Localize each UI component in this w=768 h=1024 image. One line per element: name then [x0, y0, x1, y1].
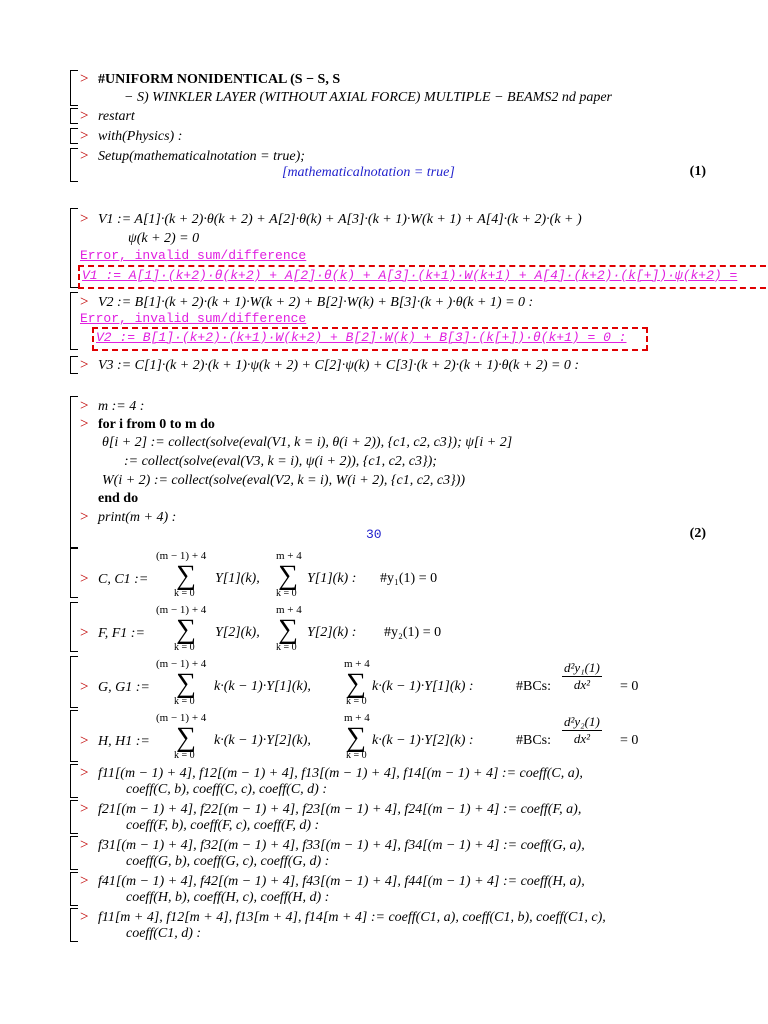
- comment-text: #UNIFORM NONIDENTICAL (S − S, S: [98, 72, 341, 87]
- prompt-marker: >: [80, 733, 89, 749]
- prompt-marker: >: [80, 801, 89, 817]
- execution-group-coeff-5: [70, 908, 768, 942]
- equation-label: (2): [689, 526, 706, 541]
- sum-upper-limit: m + 4: [276, 550, 302, 562]
- command-text: f31[(m − 1) + 4], f32[(m − 1) + 4], f33[(m − 1) + 4], f34[(m − 1) + 4] := coeff(G, a),: [98, 838, 585, 853]
- continuation-line: [124, 89, 612, 107]
- assignment-lhs: H, H1 :=: [98, 734, 150, 749]
- prompt-marker: >: [80, 873, 89, 889]
- prompt-marker: >: [80, 211, 89, 227]
- execution-group-sum-g: [70, 656, 768, 708]
- prompt-marker: >: [80, 71, 89, 87]
- group-bracket[interactable]: [70, 764, 79, 798]
- execution-group-v3: [70, 356, 768, 374]
- fraction-denominator: dx²: [573, 677, 591, 692]
- execution-group-coeff-1: [70, 764, 768, 798]
- fraction-denominator: dx²: [573, 731, 591, 746]
- sum-upper-limit: m + 4: [344, 712, 370, 724]
- input-line[interactable]: [80, 570, 148, 589]
- command-text: f21[(m − 1) + 4], f22[(m − 1) + 4], f23[(m − 1) + 4], f24[(m − 1) + 4] := coeff(F, a),: [98, 802, 582, 817]
- sum-upper-limit: (m − 1) + 4: [156, 658, 207, 670]
- sum-term: Y[2](k) :: [307, 625, 357, 640]
- prompt-marker: >: [80, 357, 89, 373]
- input-line[interactable]: [80, 678, 150, 697]
- input-line[interactable]: [80, 107, 135, 126]
- sum-lower-limit: k = 0: [174, 696, 195, 707]
- sum-upper-limit: m + 4: [276, 604, 302, 616]
- sum-term: Y[1](k),: [215, 571, 260, 586]
- prompt-marker: >: [80, 909, 89, 925]
- sum-term: Y[2](k),: [215, 625, 260, 640]
- command-text: Setup(mathematicalnotation = true);: [98, 149, 305, 164]
- group-bracket[interactable]: [70, 356, 79, 374]
- execution-group-coeff-2: [70, 800, 768, 834]
- execution-group-setup: [70, 148, 768, 182]
- sum-term: Y[1](k) :: [307, 571, 357, 586]
- loop-header: for i from 0 to m do: [98, 417, 215, 432]
- execution-group-coeff-3: [70, 836, 768, 870]
- assignment-lhs: G, G1 :=: [98, 680, 150, 695]
- group-bracket[interactable]: [70, 108, 79, 124]
- command-text: print(m + 4) :: [98, 510, 177, 525]
- sum-lower-limit: k = 0: [346, 696, 367, 707]
- command-text: f41[(m − 1) + 4], f42[(m − 1) + 4], f43[(m − 1) + 4], f44[(m − 1) + 4] := coeff(H, a),: [98, 874, 585, 889]
- sum-lower-limit: k = 0: [276, 588, 297, 599]
- group-bracket[interactable]: [70, 710, 79, 762]
- input-line[interactable]: [80, 415, 215, 434]
- continuation-line: coeff(C1, d) :: [126, 926, 202, 941]
- execution-group-sum-h: [70, 710, 768, 762]
- sum-symbol: ∑: [346, 722, 366, 753]
- prompt-marker: >: [80, 416, 89, 432]
- error-message: Error, invalid sum/difference: [80, 311, 307, 326]
- comment-text: #BCs:: [516, 679, 552, 694]
- prompt-marker: >: [80, 128, 89, 144]
- sum-lower-limit: k = 0: [174, 588, 195, 599]
- sum-term: k·(k − 1)·Y[2](k) :: [372, 733, 474, 748]
- command-text: f11[m + 4], f12[m + 4], f13[m + 4], f14[m + 4] := coeff(C1, a), coeff(C1, b), coeff(C1, c),: [98, 910, 606, 925]
- execution-group-v2: [70, 292, 768, 350]
- group-bracket[interactable]: [70, 800, 79, 834]
- derivative-fraction: [562, 714, 602, 747]
- comment-text: #y₁(1) = 0: [380, 571, 438, 586]
- sum-symbol: ∑: [176, 668, 196, 699]
- sum-term: k·(k − 1)·Y[2](k),: [214, 733, 311, 748]
- prompt-marker: >: [80, 625, 89, 641]
- sum-symbol: ∑: [278, 614, 298, 645]
- output-text: [mathematicalnotation = true]: [282, 165, 455, 180]
- sum-symbol: ∑: [346, 668, 366, 699]
- sum-upper-limit: (m − 1) + 4: [156, 550, 207, 562]
- comment-text: #BCs:: [516, 733, 552, 748]
- prompt-marker: >: [80, 679, 89, 695]
- assignment-lhs: C, C1 :=: [98, 572, 149, 587]
- group-bracket[interactable]: [70, 148, 79, 182]
- continuation-line: coeff(C, b), coeff(C, c), coeff(C, d) :: [126, 782, 327, 797]
- group-bracket[interactable]: [70, 292, 79, 350]
- fraction-numerator: d²y₁(1): [564, 660, 600, 675]
- derivative-fraction: [562, 660, 602, 693]
- error-highlight-line[interactable]: V2 := B[1]·(k+2)·(k+1)·W(k+2) + B[2]·W(k) + B[3]·(k[+])·θ(k+1) = 0 :: [92, 327, 648, 351]
- loop-body-line: θ[i + 2] := collect(solve(eval(V1, k = i), θ(i + 2)), {c1, c2, c3}); ψ[i + 2]: [102, 435, 513, 450]
- equation-tail: = 0: [620, 679, 639, 694]
- sum-upper-limit: (m − 1) + 4: [156, 712, 207, 724]
- error-highlight-line[interactable]: V1 := A[1]·(k+2)·θ(k+2) + A[2]·θ(k) + A[3]·(k+1)·W(k+1) + A[4]·(k+2)·(k[+])·ψ(k+2) =: [78, 265, 768, 289]
- comment-text-cont: − S) WINKLER LAYER (WITHOUT AXIAL FORCE) MULTIPLE − BEAMS2 nd paper: [124, 90, 612, 105]
- execution-group-sum-f: [70, 602, 768, 652]
- prompt-marker: >: [80, 398, 89, 414]
- fraction-numerator: d²y₂(1): [564, 714, 600, 729]
- sum-symbol: ∑: [176, 614, 196, 645]
- command-text: restart: [98, 109, 135, 124]
- execution-group-with: [70, 128, 768, 144]
- sum-symbol: ∑: [278, 560, 298, 591]
- group-bracket[interactable]: [70, 602, 79, 652]
- command-text-cont: ψ(k + 2) = 0: [128, 231, 200, 246]
- prompt-marker: >: [80, 108, 89, 124]
- continuation-line: coeff(H, b), coeff(H, c), coeff(H, d) :: [126, 890, 330, 905]
- group-bracket[interactable]: [70, 872, 79, 906]
- group-bracket[interactable]: [70, 836, 79, 870]
- assignment-lhs: F, F1 :=: [98, 626, 145, 641]
- comment-text: #y₂(1) = 0: [384, 625, 442, 640]
- continuation-line: coeff(F, b), coeff(F, c), coeff(F, d) :: [126, 818, 320, 833]
- input-line[interactable]: [80, 508, 176, 527]
- sum-upper-limit: (m − 1) + 4: [156, 604, 207, 616]
- execution-group-restart: [70, 108, 768, 124]
- command-text: V3 := C[1]·(k + 2)·(k + 1)·ψ(k + 2) + C[2]·ψ(k) + C[3]·(k + 2)·(k + 1)·θ(k + 2) = 0 :: [98, 358, 580, 373]
- prompt-marker: >: [80, 509, 89, 525]
- sum-term: k·(k − 1)·Y[1](k) :: [372, 679, 474, 694]
- sum-term: k·(k − 1)·Y[1](k),: [214, 679, 311, 694]
- command-text: V2 := B[1]·(k + 2)·(k + 1)·W(k + 2) + B[2]·W(k) + B[3]·(k + )·θ(k + 1) = 0 :: [98, 295, 534, 310]
- output-value: 30: [366, 527, 382, 542]
- input-line[interactable]: [80, 147, 305, 166]
- command-text: m := 4 :: [98, 399, 145, 414]
- execution-group-v1: [70, 208, 768, 288]
- input-line[interactable]: [80, 397, 144, 416]
- prompt-marker: >: [80, 765, 89, 781]
- equation-label: (1): [689, 164, 706, 179]
- command-text: f11[(m − 1) + 4], f12[(m − 1) + 4], f13[(m − 1) + 4], f14[(m − 1) + 4] := coeff(C, a),: [98, 766, 583, 781]
- prompt-marker: >: [80, 148, 89, 164]
- input-line[interactable]: [80, 127, 182, 146]
- execution-group-coeff-4: [70, 872, 768, 906]
- sum-upper-limit: m + 4: [344, 658, 370, 670]
- equation-tail: = 0: [620, 733, 639, 748]
- group-bracket[interactable]: [70, 548, 79, 598]
- execution-group-title: [70, 70, 768, 106]
- sum-symbol: ∑: [176, 560, 196, 591]
- group-bracket[interactable]: [70, 70, 79, 106]
- loop-body-line: := collect(solve(eval(V3, k = i), ψ(i + 2)), {c1, c2, c3});: [124, 454, 437, 469]
- continuation-line: [128, 230, 199, 248]
- sum-lower-limit: k = 0: [174, 642, 195, 653]
- continuation-line: coeff(G, b), coeff(G, c), coeff(G, d) :: [126, 854, 330, 869]
- group-bracket[interactable]: [70, 396, 79, 548]
- command-text: V1 := A[1]·(k + 2)·θ(k + 2) + A[2]·θ(k) + A[3]·(k + 1)·W(k + 1) + A[4]·(k + 2)·(k + ): [98, 212, 582, 227]
- sum-lower-limit: k = 0: [174, 750, 195, 761]
- sum-lower-limit: k = 0: [346, 750, 367, 761]
- error-message: Error, invalid sum/difference: [80, 248, 307, 263]
- loop-end: end do: [98, 491, 139, 506]
- execution-group-loop: [70, 396, 768, 548]
- prompt-marker: >: [80, 837, 89, 853]
- sum-lower-limit: k = 0: [276, 642, 297, 653]
- group-bracket[interactable]: [70, 908, 79, 942]
- prompt-marker: >: [80, 571, 89, 587]
- input-line[interactable]: [80, 732, 150, 751]
- input-line[interactable]: [80, 210, 582, 229]
- input-line[interactable]: [80, 356, 579, 375]
- group-bracket[interactable]: [70, 128, 79, 144]
- group-bracket[interactable]: [70, 656, 79, 708]
- sum-symbol: ∑: [176, 722, 196, 753]
- prompt-marker: >: [80, 294, 89, 310]
- loop-body-line: W(i + 2) := collect(solve(eval(V2, k = i), W(i + 2), {c1, c2, c3})): [102, 473, 466, 488]
- input-line[interactable]: [80, 70, 340, 89]
- execution-group-sum-c: [70, 548, 768, 598]
- command-text: with(Physics) :: [98, 129, 183, 144]
- input-line[interactable]: [80, 624, 145, 643]
